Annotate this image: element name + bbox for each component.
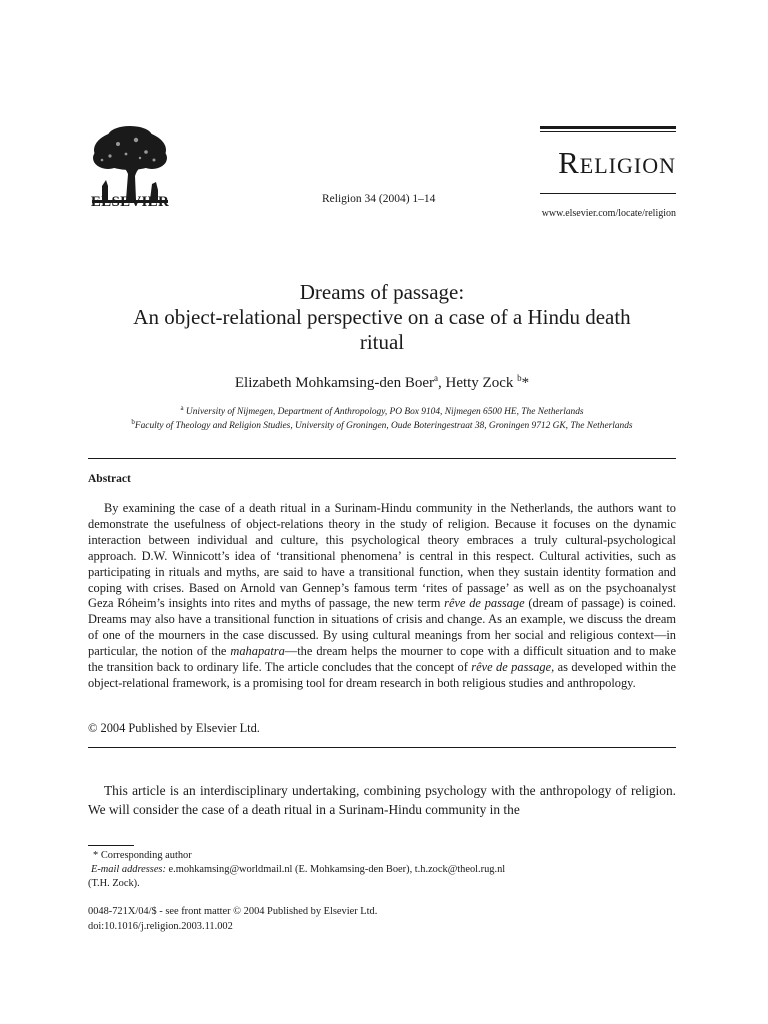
journal-url-link[interactable]: www.elsevier.com/locate/religion bbox=[541, 208, 676, 219]
abstract-copyright bbox=[88, 721, 260, 736]
footnote-text: Corresponding author bbox=[100, 850, 192, 861]
affiliation-mark: a bbox=[180, 404, 184, 412]
title-line-3: ritual bbox=[359, 330, 405, 354]
journal-rule-top bbox=[540, 126, 676, 129]
issn-text: 0048-721X/04/$ - see front matter bbox=[88, 906, 231, 917]
footnote-emails-cont: (T.H. Zock). bbox=[88, 878, 140, 889]
abstract-text bbox=[88, 501, 676, 692]
publisher-wordmark: ELSEVIER bbox=[90, 194, 170, 210]
journal-title bbox=[540, 145, 676, 181]
issn-copyright: 2004 Published by Elsevier Ltd. bbox=[243, 906, 378, 917]
abstract-emphasis: rêve de passage, bbox=[471, 660, 555, 675]
footnote-corresponding bbox=[93, 849, 192, 863]
affiliation-mark: b bbox=[517, 373, 522, 383]
abstract-emphasis: mahapatra bbox=[230, 644, 285, 659]
author-separator: , bbox=[437, 375, 446, 391]
front-matter bbox=[88, 904, 377, 934]
footnote-emails bbox=[91, 863, 505, 877]
journal-citation: Religion 34 (2004) 1–14 bbox=[322, 193, 436, 205]
affiliation-text: Faculty of Theology and Religion Studies, University of Groningen, Oude Boteringestraat 38, Groningen 9712 GK, The Netherlands bbox=[134, 421, 633, 432]
email-link[interactable]: e.mohkamsing@worldmail.nl bbox=[168, 864, 293, 875]
journal-title-rest: ELIGION bbox=[579, 153, 676, 178]
doi-link[interactable]: doi:10.1016/j.religion.2003.11.002 bbox=[88, 921, 233, 932]
copyright-icon: © bbox=[233, 906, 242, 917]
abstract-rule-bottom bbox=[88, 747, 676, 748]
author-name: Elizabeth Mohkamsing-den Boer bbox=[234, 375, 434, 391]
affiliation-a bbox=[88, 404, 676, 417]
abstract-segment: (dream of passage) is coined. Dreams may also have a transitional function in situations of crisis and change. As an example, we discuss the dream of one of the mourners in the case discussed. By using cultural meanings from her social and religious context—in particular, the notion of the bbox=[88, 596, 677, 659]
body-paragraph: This article is an interdisciplinary undertaking, combining psychology with the anthropology of religion. We will consider the case of a death ritual in a Surinam-Hindu community in the bbox=[88, 783, 676, 817]
email-label: E-mail addresses: bbox=[91, 864, 166, 875]
abstract-segment: By examining the case of a death ritual in a Surinam-Hindu community in the Netherlands, the authors want to demonstrate the usefulness of object-relations theory in the study of religion. Because it focuses on the dynamic interaction between individual and culture, this psychological theory embraces a truly cultural-psychological approach. D.W. Winnicott’s idea of ‘transitional phenomena’ is central in this respect. Cultural activities, such as participating in rituals and myths, are said to have a transitional function, when they sustain identity formation and coping with crises. Based on Arnold van Gennep’s famous term ‘rites of passage’ as well as on the psychoanalyst Geza Róheim’s insights into rites and myths of passage, the new term bbox=[88, 501, 676, 611]
copyright-text: 2004 Published by Elsevier Ltd. bbox=[100, 721, 260, 735]
affiliation-mark: b bbox=[131, 418, 135, 426]
author-name: Hetty Zock bbox=[445, 375, 514, 391]
affiliation-mark: a bbox=[433, 373, 438, 383]
title-line-2: An object-relational perspective on a case of a Hindu death bbox=[133, 305, 631, 329]
article-title bbox=[88, 280, 676, 355]
email-owner: (E. Mohkamsing-den Boer), bbox=[295, 864, 413, 875]
issn-line bbox=[88, 904, 377, 919]
affiliation-text: University of Nijmegen, Department of Anthropology, PO Box 9104, Nijmegen 6500 HE, The Netherlands bbox=[185, 407, 584, 418]
author-list bbox=[88, 373, 676, 392]
affiliation-b bbox=[88, 418, 676, 431]
email-link[interactable]: t.h.zock@theol.rug.nl bbox=[414, 864, 506, 875]
abstract-rule-top bbox=[88, 458, 676, 459]
footnote-mark: * bbox=[93, 850, 99, 861]
journal-rule-thin bbox=[540, 131, 676, 132]
footnote-rule bbox=[88, 845, 134, 846]
abstract-emphasis: rêve de passage bbox=[444, 596, 525, 611]
journal-rule-bottom bbox=[540, 193, 676, 194]
abstract-heading: Abstract bbox=[88, 473, 131, 485]
copyright-icon: © bbox=[88, 721, 98, 735]
journal-title-initial: R bbox=[558, 145, 580, 180]
corresponding-author-mark[interactable]: * bbox=[521, 375, 530, 391]
title-line-1: Dreams of passage: bbox=[299, 280, 465, 304]
abstract-segment: as developed within the object-relational framework, is a promising tool for dream research in both religious studies and anthropology. bbox=[88, 660, 676, 690]
abstract-segment: —the dream helps the mourner to cope with a difficult situation and to make the transition back to ordinary life. The article concludes that the concept of bbox=[88, 644, 676, 675]
